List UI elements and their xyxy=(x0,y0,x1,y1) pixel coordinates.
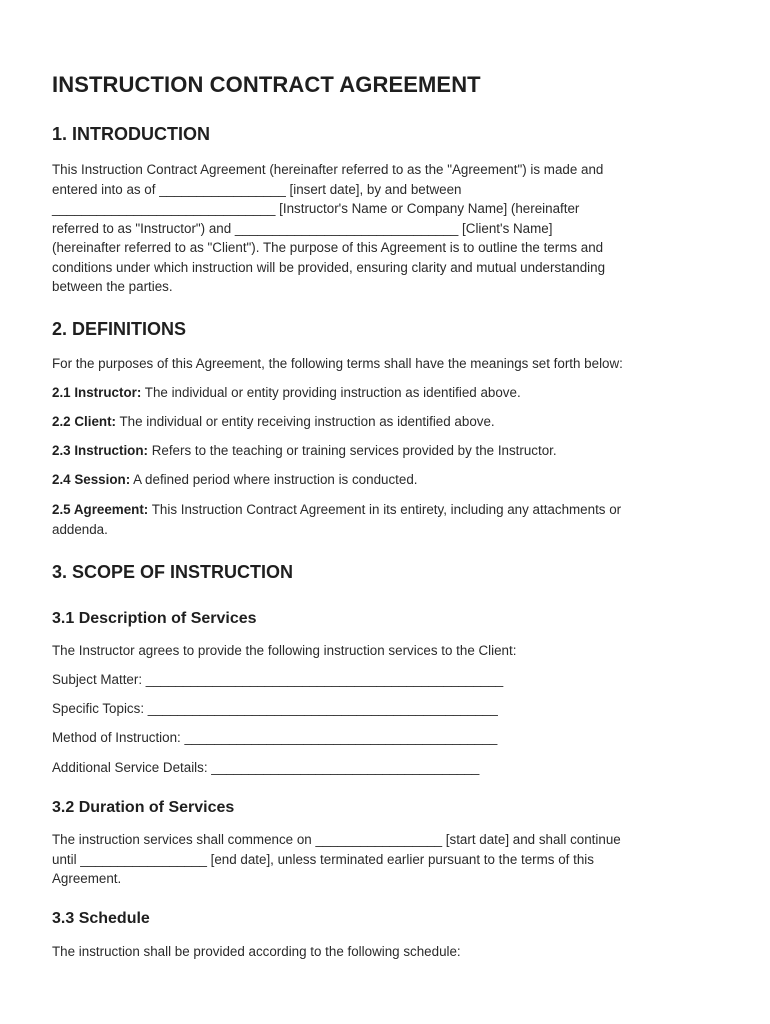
definition-item xyxy=(52,383,521,403)
section-heading-scope: 3. SCOPE OF INSTRUCTION xyxy=(52,562,294,582)
definition-term: 2.4 Session: xyxy=(52,472,131,487)
document-title: INSTRUCTION CONTRACT AGREEMENT xyxy=(52,72,481,97)
intro-line: entered into as of _________________ [insert date], by and between xyxy=(52,181,462,197)
intro-line: This Instruction Contract Agreement (hereinafter referred to as the "Agreement") is made and xyxy=(52,162,604,177)
form-field-subject-matter: Subject Matter: ________________________________________________ xyxy=(52,672,504,687)
definition-text: The individual or entity receiving instruction as identified above. xyxy=(116,414,495,429)
definition-text: The individual or entity providing instruction as identified above. xyxy=(141,385,521,400)
definition-text-continued: addenda. xyxy=(52,521,108,537)
definition-term: 2.5 Agreement: xyxy=(52,502,149,517)
definitions-lead: For the purposes of this Agreement, the following terms shall have the meanings set forth below: xyxy=(52,356,623,371)
subsection-heading-duration: 3.2 Duration of Services xyxy=(52,799,235,816)
definition-text: Refers to the teaching or training services provided by the Instructor. xyxy=(147,443,557,458)
intro-line: referred to as "Instructor") and ______________________________ [Client's Name] xyxy=(52,220,553,236)
definition-text: This Instruction Contract Agreement in its entirety, including any attachments or xyxy=(148,502,622,517)
duration-line: The instruction services shall commence on _________________ [start date] and shall continue xyxy=(52,832,621,847)
services-lead: The Instructor agrees to provide the following instruction services to the Client: xyxy=(52,643,517,658)
definition-term: 2.1 Instructor: xyxy=(52,385,142,400)
form-field-additional-details: Additional Service Details: ____________________________________ xyxy=(52,760,480,775)
subsection-heading-schedule: 3.3 Schedule xyxy=(52,910,150,927)
schedule-lead: The instruction shall be provided according to the following schedule: xyxy=(52,944,461,959)
section-heading-definitions: 2. DEFINITIONS xyxy=(52,319,187,339)
form-field-method: Method of Instruction: __________________________________________ xyxy=(52,730,498,745)
intro-line: conditions under which instruction will be provided, ensuring clarity and mutual understanding xyxy=(52,259,606,275)
form-field-specific-topics: Specific Topics: _______________________________________________ xyxy=(52,701,498,716)
definition-item xyxy=(52,412,495,432)
definition-text: A defined period where instruction is conducted. xyxy=(130,472,418,487)
intro-line: between the parties. xyxy=(52,279,173,294)
duration-line: Agreement. xyxy=(52,871,122,886)
duration-line: until _________________ [end date], unless terminated earlier pursuant to the terms of this xyxy=(52,851,594,867)
intro-line: ______________________________ [Instructor's Name or Company Name] (hereinafter xyxy=(52,201,580,216)
subsection-heading-services: 3.1 Description of Services xyxy=(52,610,257,627)
definition-term: 2.3 Instruction: xyxy=(52,443,148,458)
definition-item xyxy=(52,441,557,461)
definition-item xyxy=(52,500,621,520)
section-heading-introduction: 1. INTRODUCTION xyxy=(52,124,211,144)
definition-item xyxy=(52,470,418,490)
intro-line: (hereinafter referred to as "Client"). The purpose of this Agreement is to outline the terms and xyxy=(52,240,604,255)
definition-term: 2.2 Client: xyxy=(52,414,116,429)
